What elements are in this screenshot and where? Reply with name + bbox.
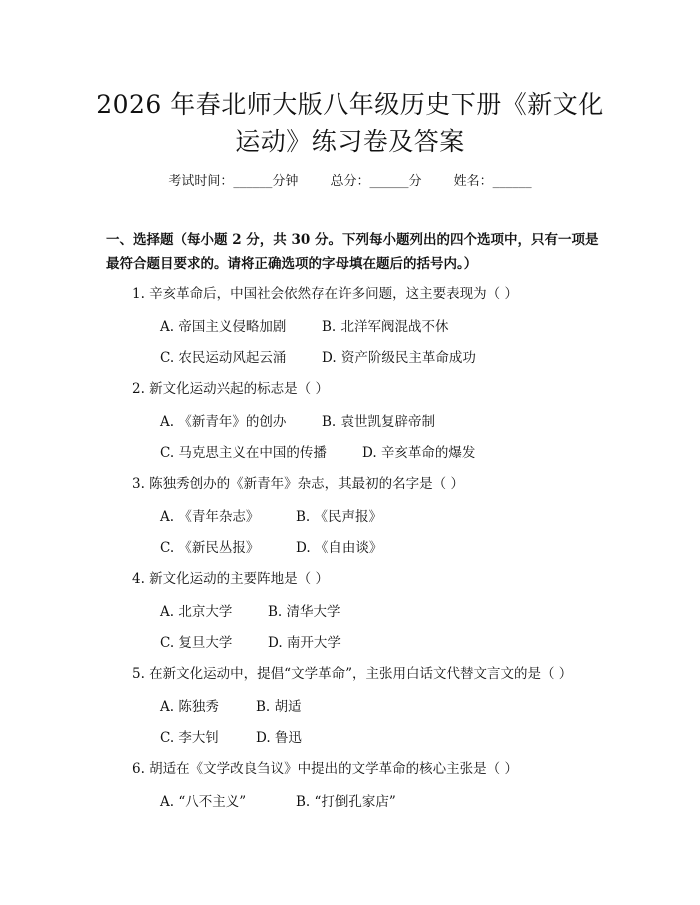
- question-1-option-b: B. 北洋军阀混战不休: [322, 319, 449, 335]
- question-1-option-d: D. 资产阶级民主革命成功: [322, 350, 476, 366]
- question-6-option-b: B. “打倒孔家店”: [296, 794, 396, 810]
- question-1-stem: 1. 辛亥革命后，中国社会依然存在许多问题，这主要表现为（ ）: [132, 286, 518, 302]
- question-5-option-c: C. 李大钊: [160, 730, 219, 746]
- question-2-option-d: D. 辛亥革命的爆发: [362, 445, 476, 461]
- question-5-stem: 5. 在新文化运动中，提倡“文学革命”，主张用白话文代替文言文的是（ ）: [132, 666, 573, 682]
- question-2-option-c: C. 马克思主义在中国的传播: [160, 445, 327, 461]
- question-6-stem: 6. 胡适在《文学改良刍议》中提出的文学革命的核心主张是（ ）: [132, 761, 518, 777]
- question-6-option-a: A. “八不主义”: [160, 794, 247, 810]
- question-5-option-d: D. 鲁迅: [256, 730, 302, 746]
- question-4-option-a: A. 北京大学: [160, 604, 233, 620]
- section-heading-choice: [106, 228, 606, 276]
- question-4-stem: 4. 新文化运动的主要阵地是（ ）: [132, 571, 329, 587]
- question-3-option-c: C. 《新民丛报》: [160, 540, 260, 556]
- page-title-line-1: 2026 年春北师大版八年级历史下册《新文化: [96, 90, 604, 119]
- exam-time-field: 考试时间：______分钟: [168, 174, 299, 189]
- question-1-option-a: A. 帝国主义侵略加剧: [160, 319, 287, 335]
- question-2-option-b: B. 袁世凯复辟帝制: [322, 414, 436, 430]
- total-score-field: 总分：______分: [330, 174, 422, 189]
- section-heading-line-2: 最符合题目要求的。请将正确选项的字母填在题后的括号内。）: [106, 256, 478, 272]
- exam-meta: [0, 170, 700, 189]
- question-3-option-d: D. 《自由谈》: [296, 540, 383, 556]
- page-title-line-2: 运动》练习卷及答案: [235, 127, 465, 156]
- question-4-option-d: D. 南开大学: [268, 635, 341, 651]
- question-5-option-b: B. 胡适: [256, 699, 302, 715]
- question-4-option-c: C. 复旦大学: [160, 635, 233, 651]
- question-4-option-b: B. 清华大学: [268, 604, 341, 620]
- question-3-stem: 3. 陈独秀创办的《新青年》杂志，其最初的名字是（ ）: [132, 476, 464, 492]
- question-2-stem: 2. 新文化运动兴起的标志是（ ）: [132, 381, 329, 397]
- question-3-option-b: B. 《民声报》: [296, 509, 383, 525]
- question-2-option-a: A. 《新青年》的创办: [160, 414, 287, 430]
- student-name-field: 姓名：______: [453, 174, 532, 189]
- question-1-option-c: C. 农民运动风起云涌: [160, 350, 287, 366]
- section-heading-line-1: 一、选择题（每小题 2 分，共 30 分。下列每小题列出的四个选项中，只有一项是: [106, 232, 599, 248]
- question-5-option-a: A. 陈独秀: [160, 699, 219, 715]
- question-3-option-a: A. 《青年杂志》: [160, 509, 260, 525]
